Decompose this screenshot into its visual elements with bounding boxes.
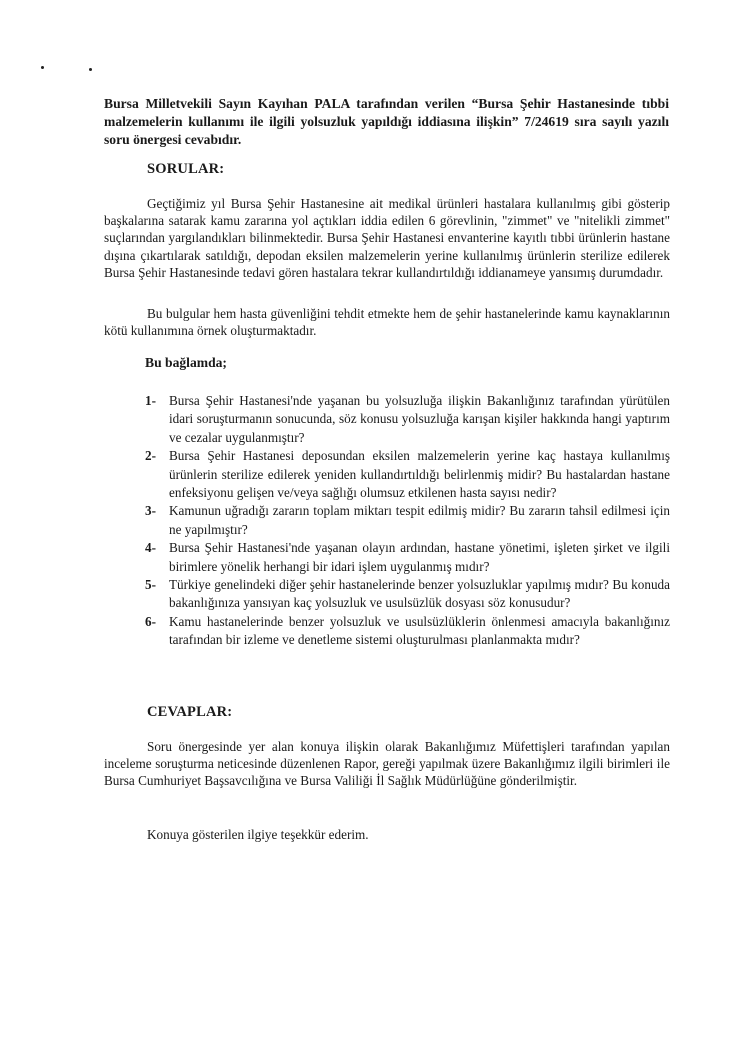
question-number: 3- (145, 503, 156, 519)
question-item (145, 539, 670, 576)
question-number: 2- (145, 448, 156, 464)
scan-speck (41, 66, 44, 69)
closing-line: Konuya gösterilen ilgiye teşekkür ederim. (147, 827, 369, 842)
question-text: Türkiye genelindeki diğer şehir hastanelerinde benzer yolsuzluklar yapılmış mıdır? Bu konuda bakanlığınıza yansıyan kaç yolsuzluk ve usulsüzlük dosyası söz konusudur? (169, 577, 670, 611)
question-item (145, 447, 670, 502)
question-number: 4- (145, 540, 156, 556)
sorular-heading: SORULAR: (147, 161, 225, 177)
question-item (145, 502, 670, 539)
intro-paragraph: Bursa Milletvekili Sayın Kayıhan PALA tarafından verilen “Bursa Şehir Hastanesinde tıbbi malzemelerin kullanımı ile ilgili yolsuzluk yapıldığı iddiasına ilişkin” 7/24619 sıra sayılı yazılı soru önergesi cevabıdır. (104, 96, 669, 147)
question-item (145, 392, 670, 447)
question-number: 5- (145, 577, 156, 593)
question-item (145, 613, 670, 650)
answer-paragraph: Soru önergesinde yer alan konuya ilişkin olarak Bakanlığımız Müfettişleri tarafından yapılan inceleme soruşturma neticesinde düzenlenen Rapor, gereği yapılmak üzere Bakanlığımız ilgili birimleri ile Bursa Cumhuriyet Başsavcılığına ve Bursa Valiliği İl Sağlık Müdürlüğüne gönderilmiştir. (104, 739, 670, 789)
findings-paragraph: Bu bulgular hem hasta güvenliğini tehdit etmekte hem de şehir hastanelerinde kamu kaynaklarının kötü kullanımına örnek oluşturmaktadır. (104, 306, 670, 339)
scan-speck (89, 68, 92, 71)
question-text: Kamunun uğradığı zararın toplam miktarı tespit edilmiş midir? Bu zararın tahsil edilmesi için ne yapılmıştır? (169, 503, 670, 537)
question-number: 1- (145, 393, 156, 408)
question-text: Bursa Şehir Hastanesi'nde yaşanan olayın ardından, hastane yönetimi, işleten şirket ve ilgili birimlere yönelik herhangi bir idari işlem uygulanmış mıdır? (169, 540, 670, 574)
question-background-paragraph: Geçtiğimiz yıl Bursa Şehir Hastanesine ait medikal ürünleri hastalara kullanılmış gibi gösterip başkalarına satarak kamu zararına yol açtıkları iddia edilen 6 görevlinin, "zimmet" ve "nitelikli zimmet" suçlarından yargılandıkları bilinmektedir. Bursa Şehir Hastanesi envanterine kayıtlı tıbbi ürünlerin hastane dışına çıkartılarak satıldığı, depodan eksilen malzemelerin yerine kullanılmış ürünlerin sterilize edilerek Bursa Şehir Hastanesinde tedavi gören hastalara tekrar kullandırtıldığı iddianameye yansımış durumdadır. (104, 196, 670, 280)
question-text: Bursa Şehir Hastanesi'nde yaşanan bu yolsuzluğa ilişkin Bakanlığınız tarafından yürütülen idari soruşturmanın sonucunda, söz konusu yolsuzluğa karışan kişiler hakkında hangi yaptırım ve cezalar uygulanmıştır? (169, 393, 670, 445)
question-text: Bursa Şehir Hastanesi deposundan eksilen malzemelerin yerine kaç hastaya kullanılmış ürünlerin sterilize edilerek yeniden kullandırtıldığı belirlenmiş midir? Bu hastalardan hastane enfeksiyonu gelişen ve/veya sağlığı olumsuz etkilenen hasta sayısı nedir? (169, 448, 670, 501)
context-subheading: Bu bağlamda; (145, 355, 227, 370)
question-text: Kamu hastanelerinde benzer yolsuzluk ve usulsüzlüklerin önlenmesi amacıyla bakanlığınız tarafından bir izleme ve denetleme sistemi oluşturulması planlanmakta mıdır? (169, 613, 670, 648)
cevaplar-heading: CEVAPLAR: (147, 704, 233, 720)
question-item (145, 576, 670, 613)
question-list (145, 392, 670, 650)
question-number: 6- (145, 613, 156, 629)
